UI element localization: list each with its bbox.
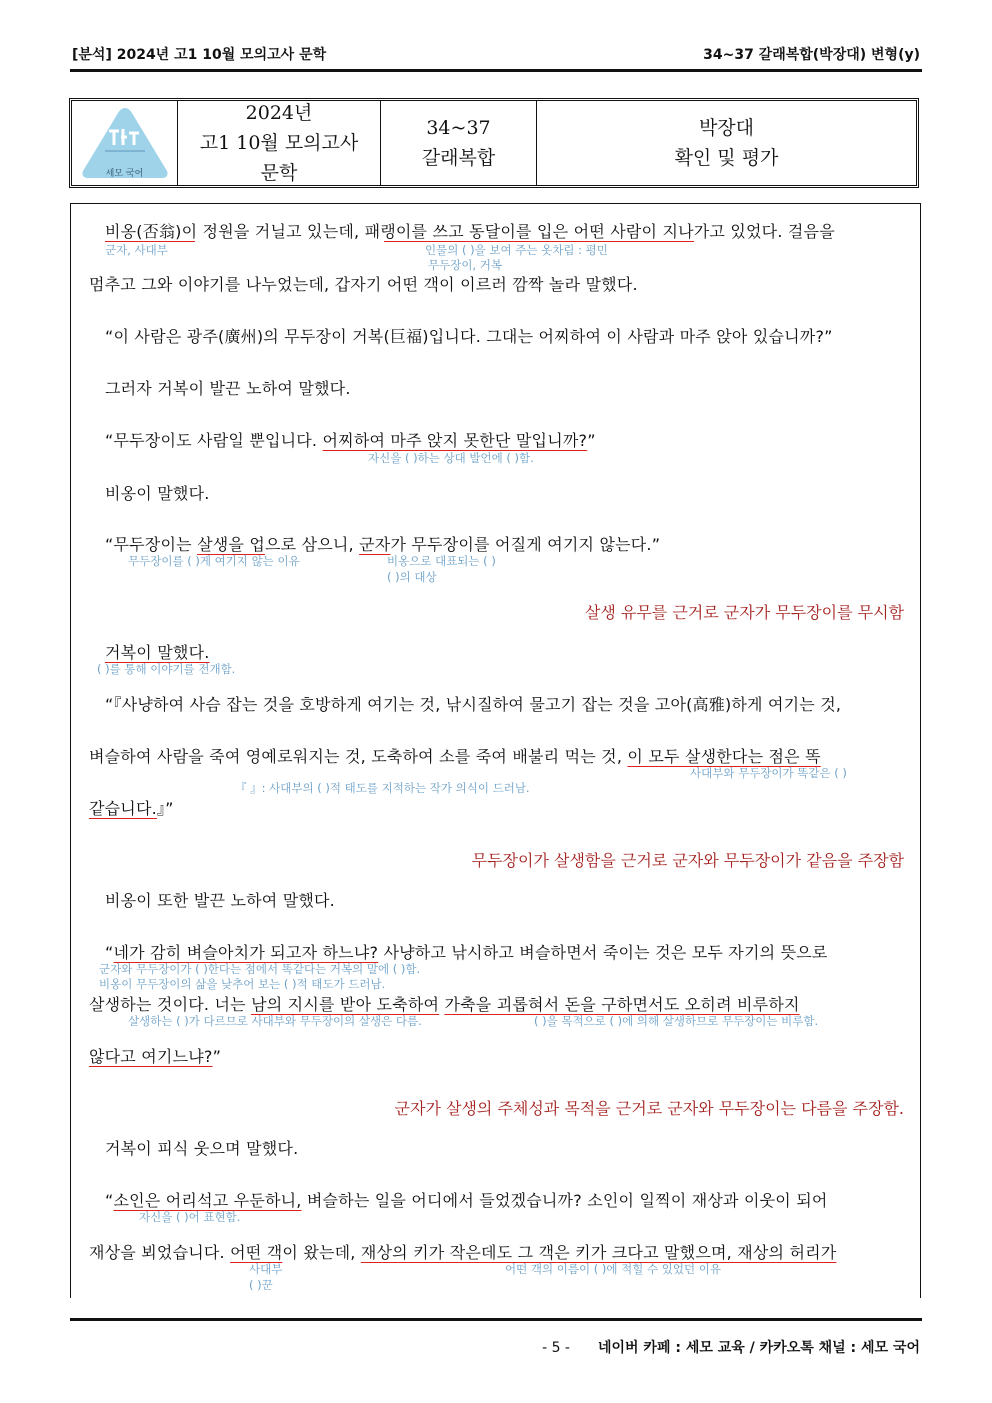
- section-title: 확인 및 평가: [674, 147, 779, 169]
- header-rule: [70, 69, 922, 72]
- annotation: 사대부와 무두장이가 똑같은 ( ): [690, 766, 847, 780]
- work-title: 박장대: [698, 117, 755, 139]
- passage-line: 벼슬하여 사람을 죽여 영예로워지는 것, 도축하여 소를 죽여 배불리 먹는 것, 이 모두 살생한다는 점은 똑: [89, 747, 821, 766]
- topic-cell: [537, 101, 916, 185]
- exam-year: 2024년: [245, 102, 313, 124]
- summary-note: 군자가 살생의 주체성과 목적을 근거로 군자와 무두장이는 다름을 주장함.: [394, 1099, 904, 1118]
- passage-line: 같습니다.』”: [89, 799, 174, 818]
- passage-line: “네가 감히 벼슬아치가 되고자 하느냐? 사냥하고 낚시하고 벼슬하면서 죽이는 것은 모두 자기의 뜻으로: [105, 943, 828, 962]
- header-left: [분석] 2024년 고1 10월 모의고사 문학: [72, 47, 327, 63]
- footer-rule: [70, 1318, 922, 1321]
- annotation: 무두장이를 ( )게 여기지 않는 이유: [128, 554, 300, 568]
- annotation: ( )의 대상: [387, 570, 437, 584]
- exam-name: 고1 10월 모의고사: [199, 132, 359, 154]
- annotation: 무두장이, 거복: [428, 258, 502, 272]
- range-cell: [381, 101, 537, 185]
- annotation: ( )을 목적으로 ( )에 의해 살생하므로 무두장이는 비루함.: [534, 1014, 819, 1028]
- passage-line: “무두장이는 살생을 업으로 삼으니, 군자가 무두장이를 어질게 여기지 않는다.”: [105, 535, 661, 554]
- annotation: 비옹으로 대표되는 ( ): [387, 554, 496, 568]
- passage-line: 살생하는 것이다. 너는 남의 지시를 받아 도축하여 가축을 괴롭혀서 돈을 구하면서도 오히려 비루하지: [89, 995, 800, 1014]
- passage-line: 그러자 거복이 발끈 노하여 말했다.: [105, 379, 351, 398]
- passage-line: 거복이 말했다.: [105, 643, 210, 662]
- passage-line: 비옹이 또한 발끈 노하여 말했다.: [105, 891, 335, 910]
- annotation: 살생하는 ( )가 다르므로 사대부와 무두장이의 살생은 다름.: [128, 1014, 422, 1028]
- passage-line: 멈추고 그와 이야기를 나누었는데, 갑자기 어떤 객이 이르러 깜짝 놀라 말했다.: [89, 275, 638, 294]
- passage-line: “『사냥하여 사슴 잡는 것을 호방하게 여기는 것, 낚시질하여 물고기 잡는 것을 고아(高雅)하게 여기는 것,: [105, 695, 842, 714]
- exam-subject: 문학: [260, 162, 298, 184]
- exam-cell: [178, 101, 381, 185]
- passage-line: “이 사람은 광주(廣州)의 무두장이 거복(巨福)입니다. 그대는 어찌하여 이 사람과 마주 앉아 있습니까?”: [105, 327, 833, 346]
- annotation: ( )꾼: [249, 1278, 273, 1292]
- semo-logo: [77, 103, 173, 183]
- annotation: 인물의 ( )을 보여 주는 옷차림 : 평민: [425, 243, 608, 257]
- passage-line: 비옹(否翁)이 정원을 거닐고 있는데, 패랭이를 쓰고 동달이를 입은 어떤 사람이 지나가고 있었다. 걸음을: [105, 222, 835, 241]
- annotation: 『 』: 사대부의 ( )적 태도를 지적하는 작가 의식이 드러남.: [235, 781, 530, 795]
- passage-line: 재상을 뵈었습니다. 어떤 객이 왔는데, 재상의 키가 작은데도 그 객은 키가 크다고 말했으며, 재상의 허리가: [89, 1243, 837, 1262]
- passage-line: 비옹이 말했다.: [105, 484, 210, 503]
- page-number: - 5 -: [542, 1340, 570, 1356]
- logo-text: 세모 국어: [105, 169, 144, 179]
- question-range: 34~37: [426, 117, 491, 139]
- footer-text: 네이버 카페 : 세모 교육 / 카카오톡 채널 : 세모 국어: [597, 1340, 920, 1356]
- annotation: 비옹이 무두장이의 삶을 낮추어 보는 ( )적 태도가 드러남.: [99, 977, 386, 991]
- title-table: [69, 98, 919, 188]
- annotation: 군자, 사대부: [105, 243, 168, 257]
- summary-note: 무두장이가 살생함을 근거로 군자와 무두장이가 같음을 주장함: [471, 851, 904, 870]
- passage-line: “무두장이도 사람일 뿐입니다. 어찌하여 마주 앉지 못한단 말입니까?”: [105, 431, 596, 450]
- passage-line: “소인은 어리석고 우둔하니, 벼슬하는 일을 어디에서 들었겠습니까? 소인이 일찍이 재상과 이웃이 되어: [105, 1191, 828, 1210]
- logo-cell: [72, 101, 178, 185]
- header-right: 34~37 갈래복합(박장대) 변형(y): [703, 47, 920, 63]
- passage-line: 않다고 여기느냐?”: [89, 1047, 222, 1066]
- annotation: 자신을 ( )어 표현함.: [139, 1210, 241, 1224]
- genre: 갈래복합: [421, 147, 496, 169]
- passage-line: 거복이 피식 웃으며 말했다.: [105, 1139, 299, 1158]
- annotation: 어떤 객의 이름이 ( )에 적힐 수 있었던 이유: [505, 1262, 721, 1276]
- annotation: ( )를 통해 이야기를 전개함.: [97, 662, 236, 676]
- annotation: 군자와 무두장이가 ( )한다는 점에서 똑같다는 거복의 말에 ( )함.: [99, 962, 421, 976]
- annotation: 자신을 ( )하는 상대 발언에 ( )함.: [368, 451, 534, 465]
- annotation: 사대부: [249, 1262, 283, 1276]
- footer: [542, 1337, 920, 1357]
- summary-note: 살생 유무를 근거로 군자가 무두장이를 무시함: [584, 603, 904, 622]
